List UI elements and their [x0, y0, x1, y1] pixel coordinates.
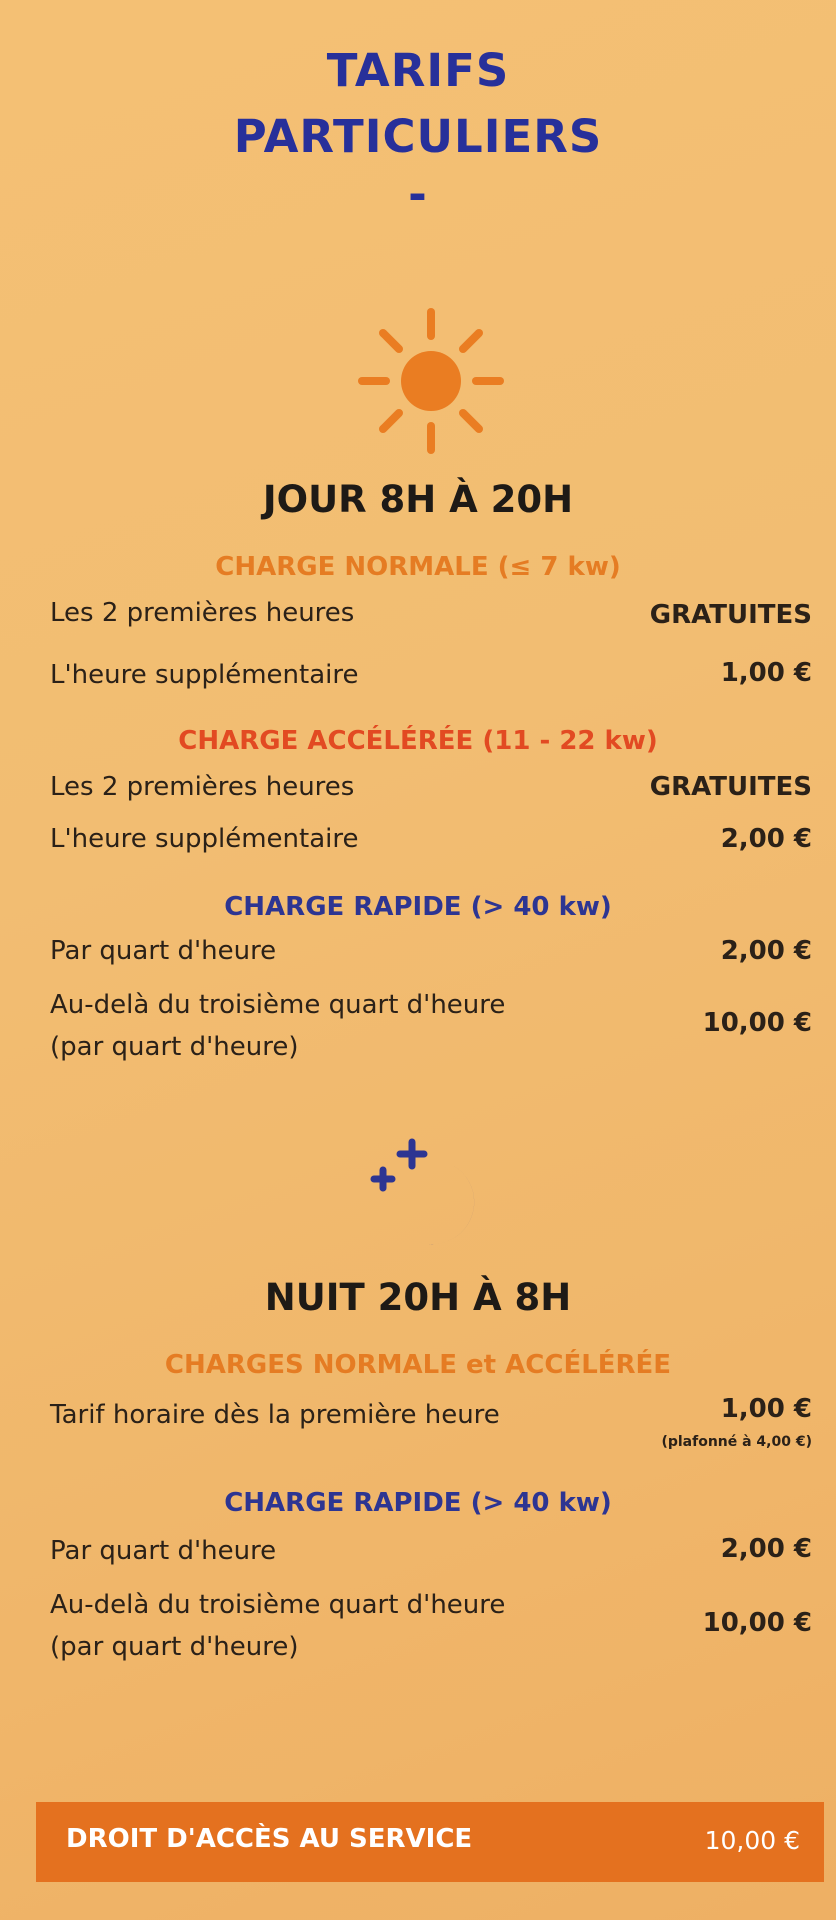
day-rapid-row-2-label-2: (par quart d'heure) — [50, 1032, 299, 1062]
day-accelerated-row-1-label: Les 2 premières heures — [50, 772, 355, 802]
day-accelerated-row-2-value: 2,00 € — [720, 824, 812, 854]
day-accelerated-row-2-label: L'heure supplémentaire — [50, 824, 359, 854]
day-normal-row-1-label: Les 2 premières heures — [50, 598, 355, 628]
day-normal-title: CHARGE NORMALE (≤ 7 kw) — [215, 552, 621, 582]
night-normal-row-1-note: (plafonné à 4,00 €) — [661, 1434, 812, 1450]
day-accelerated-title: CHARGE ACCÉLÉRÉE (11 - 22 kw) — [178, 726, 658, 756]
moon-icon — [366, 1138, 506, 1248]
night-rapid-row-2-value: 10,00 € — [702, 1608, 812, 1638]
day-normal-row-2-label: L'heure supplémentaire — [50, 660, 359, 690]
day-normal-row-2-value: 1,00 € — [720, 658, 812, 688]
night-period-heading: NUIT 20H À 8H — [264, 1276, 572, 1319]
service-access-bar — [36, 1802, 824, 1882]
night-rapid-row-1-value: 2,00 € — [720, 1534, 812, 1564]
night-rapid-title: CHARGE RAPIDE (> 40 kw) — [224, 1488, 612, 1518]
service-access-label: DROIT D'ACCÈS AU SERVICE — [66, 1824, 473, 1854]
day-accelerated-row-1-value: GRATUITES — [649, 772, 812, 802]
night-rapid-row-2-label: Au-delà du troisième quart d'heure — [50, 1590, 506, 1620]
day-normal-row-1-value: GRATUITES — [649, 600, 812, 630]
night-normal-row-1-label: Tarif horaire dès la première heure — [50, 1400, 500, 1430]
day-period-heading: JOUR 8H À 20H — [262, 478, 574, 521]
day-rapid-row-2-label: Au-delà du troisième quart d'heure — [50, 990, 506, 1020]
day-rapid-title: CHARGE RAPIDE (> 40 kw) — [224, 892, 612, 922]
sun-icon — [356, 306, 506, 456]
night-rapid-row-2-label-2: (par quart d'heure) — [50, 1632, 299, 1662]
night-rapid-row-1-label: Par quart d'heure — [50, 1536, 277, 1566]
day-rapid-row-2-value: 10,00 € — [702, 1008, 812, 1038]
night-normal-row-1-value: 1,00 € — [720, 1394, 812, 1424]
page-title — [0, 38, 836, 220]
title-line-2: PARTICULIERS — [233, 110, 603, 163]
service-access-value: 10,00 € — [704, 1826, 800, 1855]
day-rapid-row-1-value: 2,00 € — [720, 936, 812, 966]
night-normal-accelerated-title: CHARGES NORMALE et ACCÉLÉRÉE — [164, 1350, 672, 1380]
title-separator: - — [408, 168, 428, 221]
title-line-1: TARIFS — [326, 44, 510, 97]
day-rapid-row-1-label: Par quart d'heure — [50, 936, 277, 966]
